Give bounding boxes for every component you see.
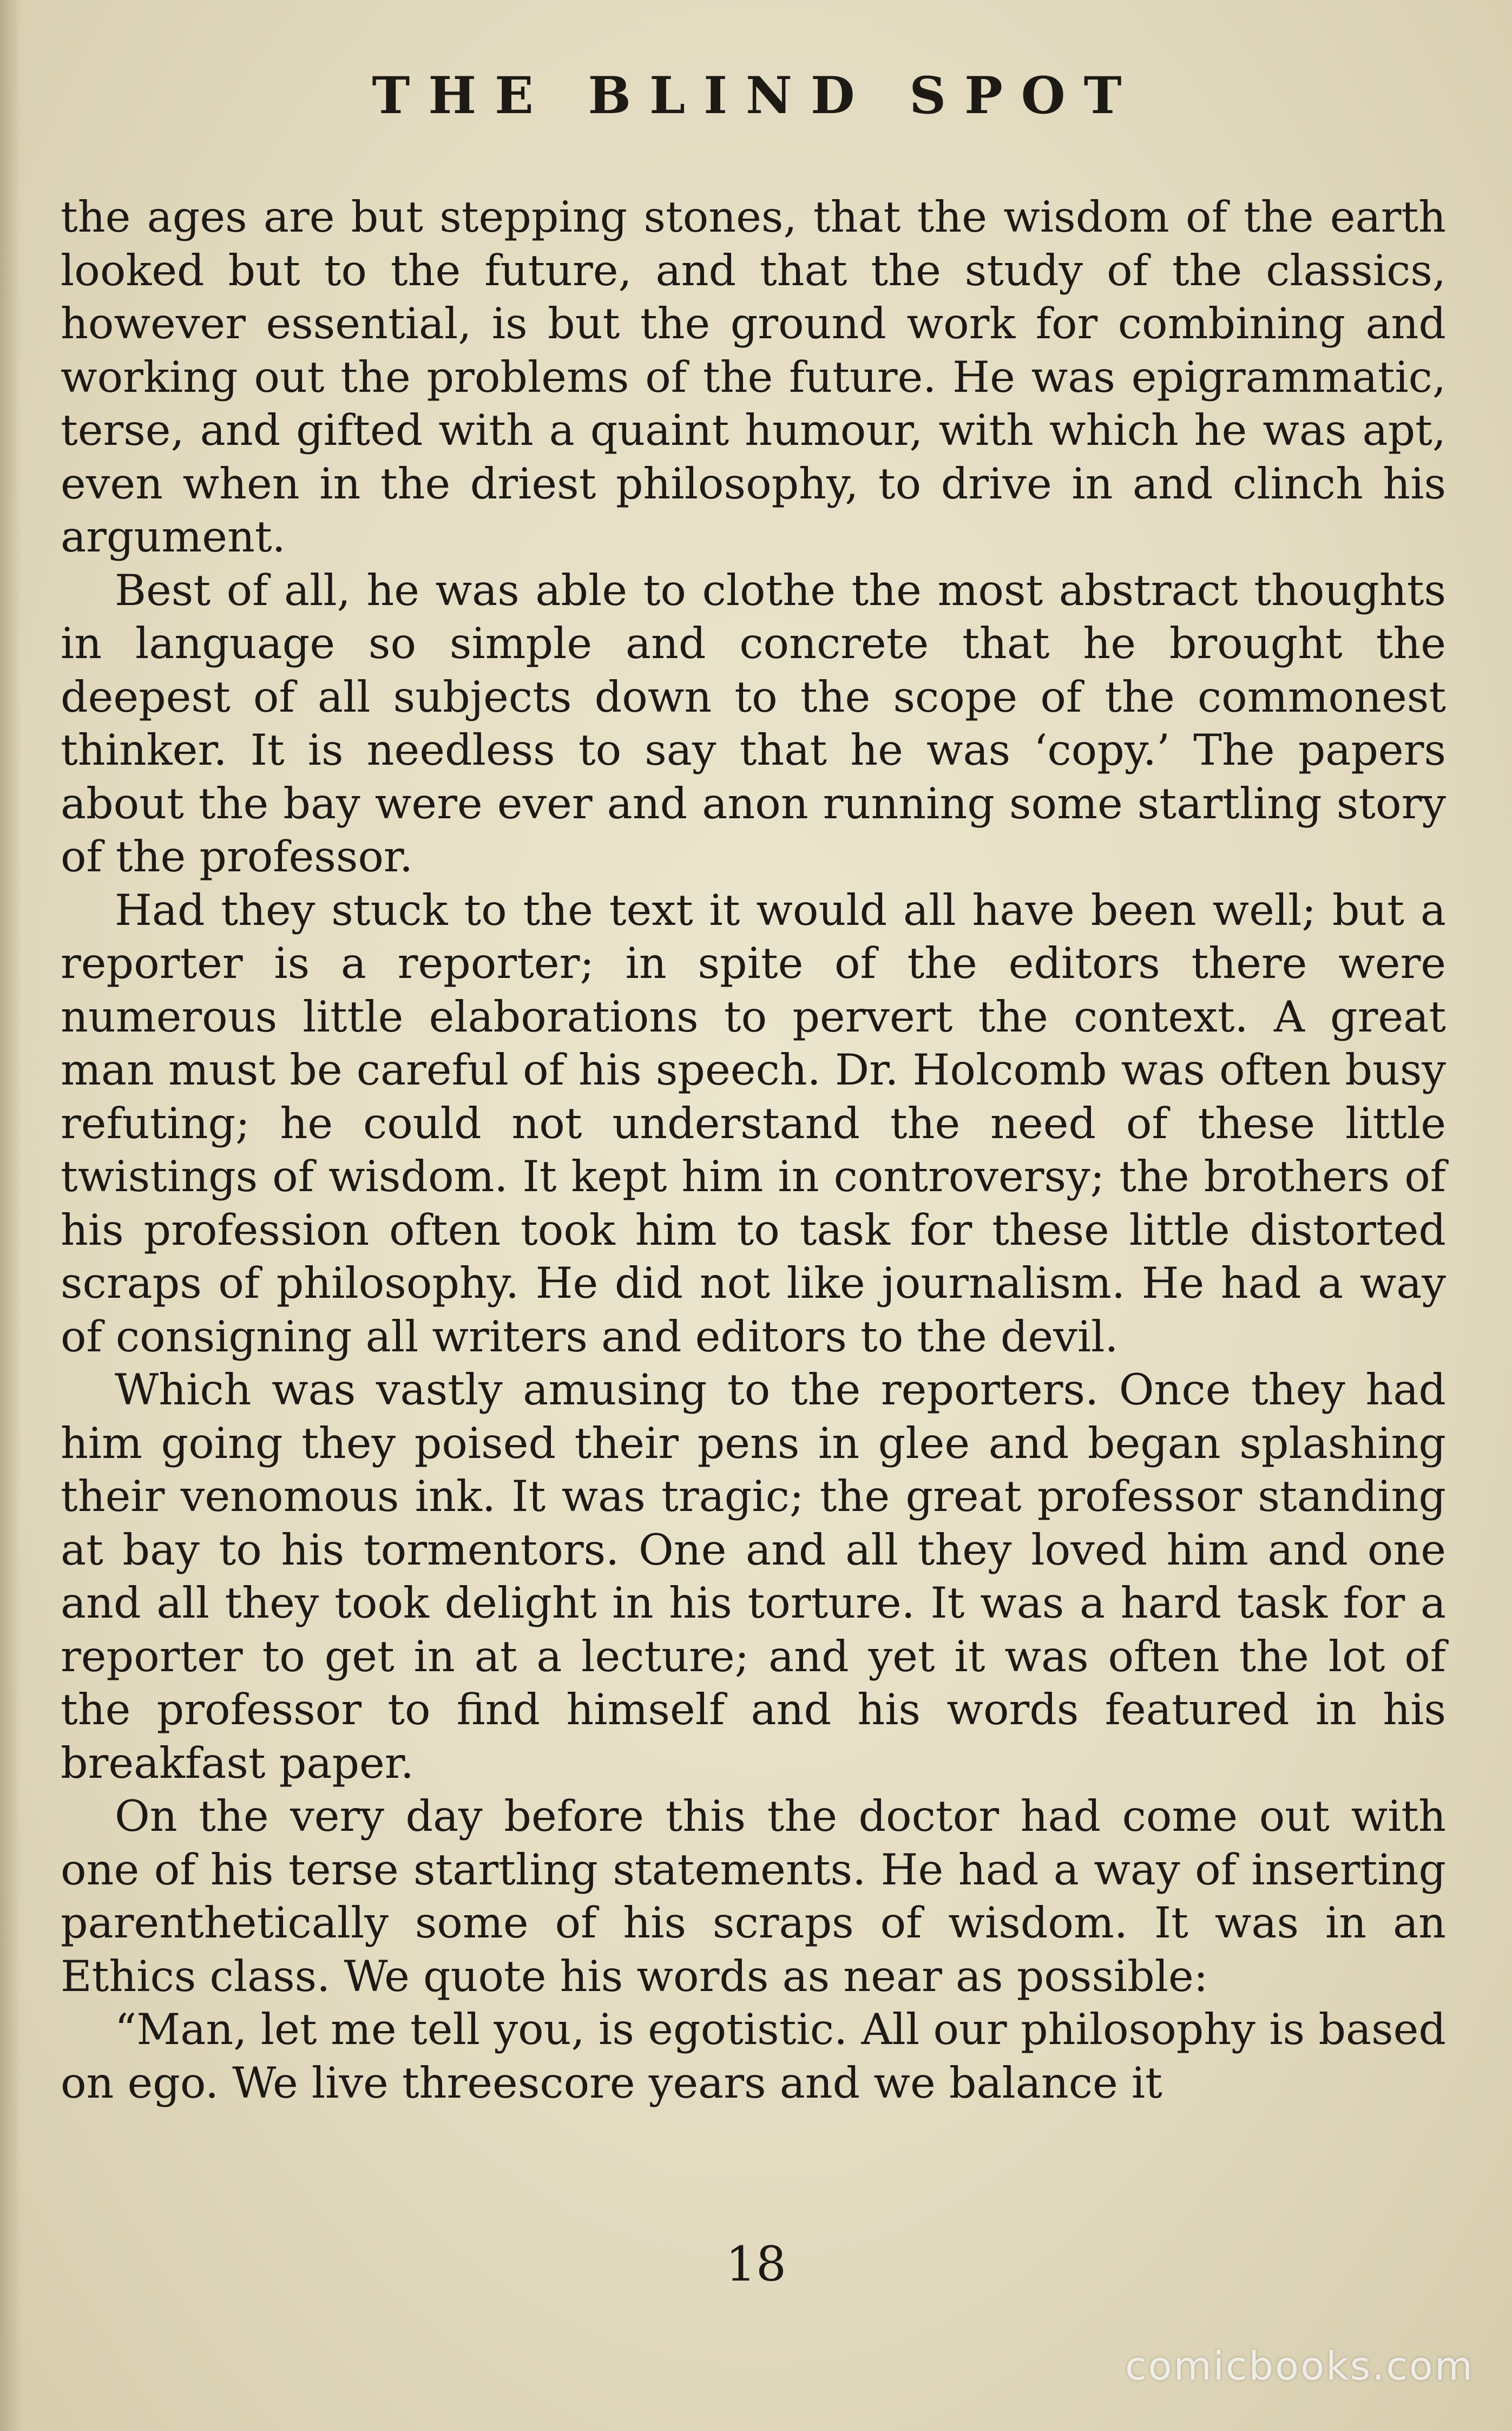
running-head: THE BLIND SPOT [372, 66, 1140, 126]
page-edge-shadow [0, 0, 22, 2431]
watermark: comicbooks.com [1125, 2343, 1474, 2389]
paragraph-1: the ages are but stepping stones, that the wisdom of the earth looked but to the future, and that the study of the classics, however essential, is but the ground work for combining and working out the problems of the future. He was epigrammatic, terse, and gifted with a quaint humour, with which he was apt, even when in the driest philosophy, to drive in and clinch his argument. [61, 192, 1446, 562]
page-number: 18 [726, 2236, 786, 2292]
paragraph-6: “Man, let me tell you, is egotistic. All our philosophy is based on ego. We live threescore years and we balance it [61, 2005, 1446, 2108]
paragraph-4: Which was vastly amusing to the reporters. Once they had him going they poised their pens in glee and began splashing their venomous ink. It was tragic; the great professor standing at bay to his tormentors. One and all they loved him and one and all they took delight in his torture. It was a hard task for a reporter to get in at a lecture; and yet it was often the lot of the professor to find himself and his words featured in his breakfast paper. [61, 1365, 1446, 1788]
body-text [61, 190, 1446, 2110]
paragraph-3: Had they stuck to the text it would all have been well; but a reporter is a reporter; in spite of the editors there were numerous little elaborations to pervert the context. A great man must be careful of his speech. Dr. Holcomb was often busy refuting; he could not understand the need of these little twistings of wisdom. It kept him in controversy; the brothers of his profession often took him to task for these little distorted scraps of philosophy. He did not like journalism. He had a way of consigning all writers and editors to the devil. [61, 885, 1446, 1362]
paragraph-5: On the very day before this the doctor had come out with one of his terse startling statements. He had a way of inserting parenthetically some of his scraps of wisdom. It was in an Ethics class. We quote his words as near as possible: [61, 1791, 1446, 2001]
paragraph-2: Best of all, he was able to clothe the most abstract thoughts in language so simple and concrete that he brought the deepest of all subjects down to the scope of the commonest thinker. It is needless to say that he was ‘copy.’ The papers about the bay were ever and anon running some startling story of the professor. [61, 565, 1446, 882]
